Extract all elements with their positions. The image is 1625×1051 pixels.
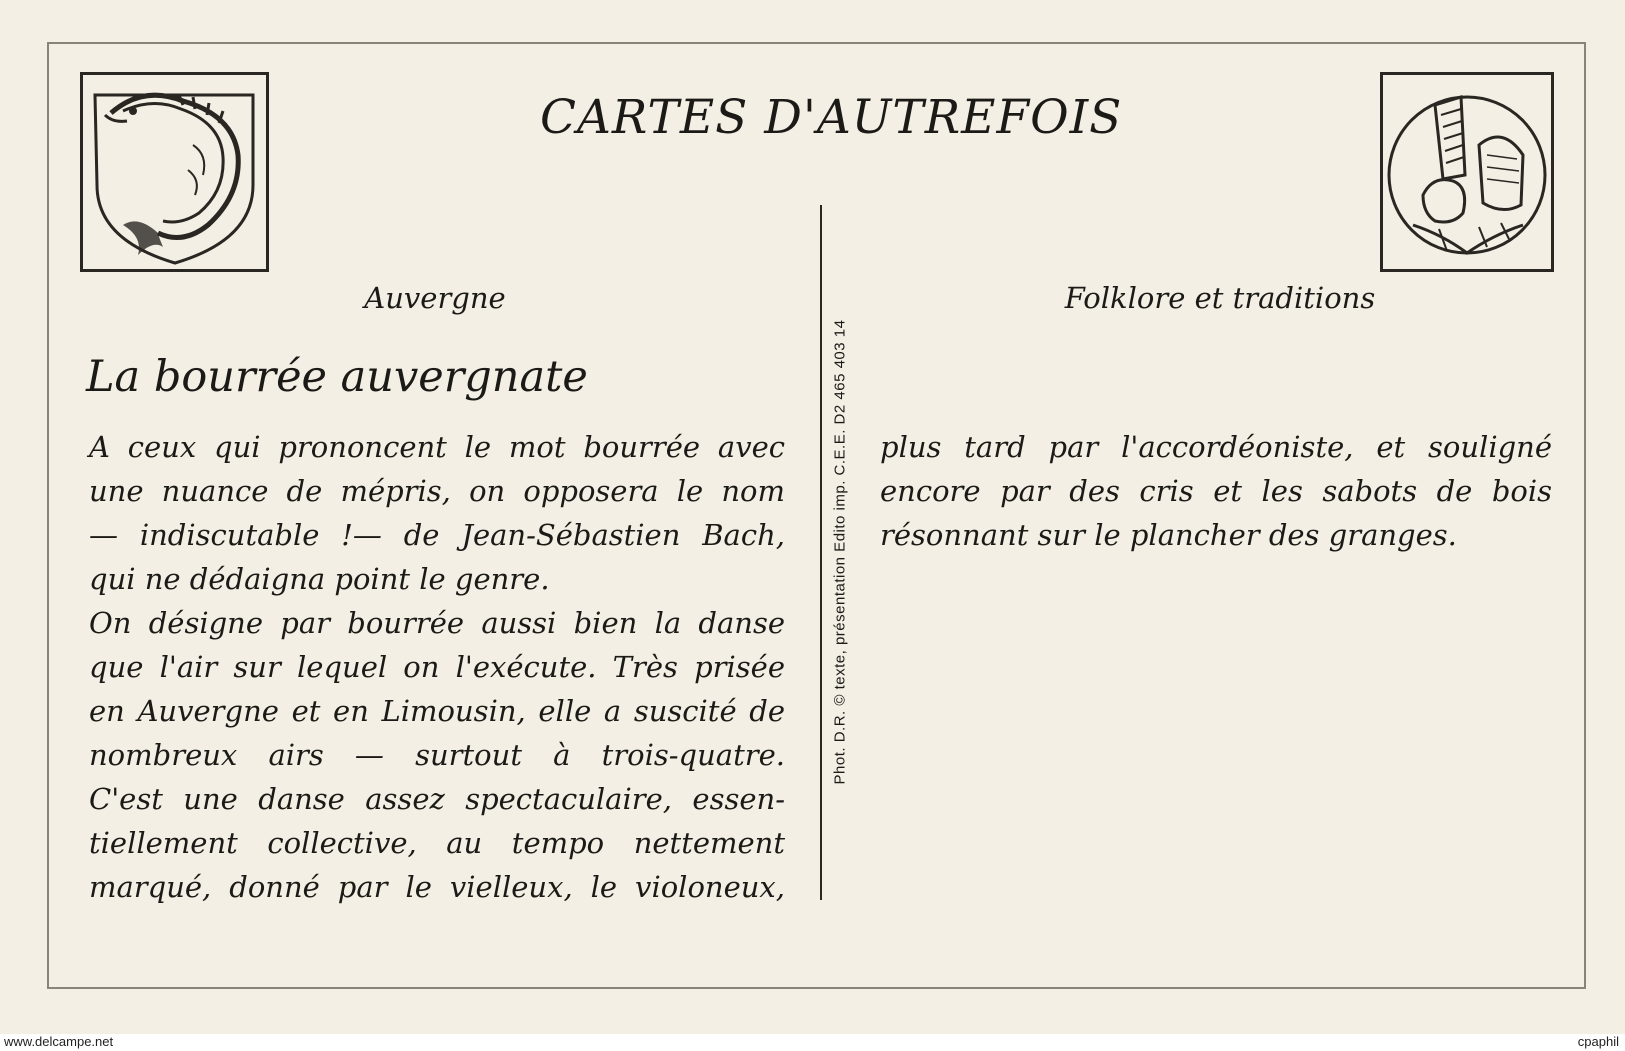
text-line: C'est une danse assez spectaculaire, essen- [89, 782, 785, 816]
card-title: CARTES D'AUTREFOIS [540, 90, 1123, 145]
text-line: une nuance de mépris, on opposera le nom [89, 474, 785, 508]
text-line: On désigne par bourrée aussi bien la danse [89, 606, 785, 640]
left-text-column [89, 425, 785, 909]
series-label: Folklore et traditions [1064, 281, 1376, 315]
text-line: nombreux airs — surtout à trois-quatre. [89, 738, 785, 772]
text-line: résonnant sur le plancher des granges. [880, 518, 1457, 552]
text-line: A ceux qui prononcent le mot bourrée avec [89, 430, 785, 464]
printer-credit: Phot. D.R. © texte, présentation Edito imp. C.E.E. D2 465 403 14 [831, 319, 849, 785]
text-line: encore par des cris et les sabots de bois [880, 474, 1552, 508]
text-line: — indiscutable !— de Jean-Sébastien Bach, [89, 518, 785, 552]
portrait-frame [1380, 72, 1554, 272]
headdress-portrait-icon [1383, 75, 1551, 269]
dolphin-crest-icon [83, 75, 266, 269]
column-divider [820, 205, 822, 900]
text-line: marqué, donné par le vielleux, le violoneux, [89, 870, 785, 904]
text-line: plus tard par l'accordéoniste, et souligné [880, 430, 1552, 464]
text-line: que l'air sur lequel on l'exécute. Très prisée [89, 650, 785, 684]
article-heading: La bourrée auvergnate [86, 352, 588, 402]
text-line: en Auvergne et en Limousin, elle a suscité de [89, 694, 785, 728]
watermark-bar [0, 1034, 1625, 1051]
text-line: tiellement collective, au tempo nettement [89, 826, 785, 860]
region-label: Auvergne [364, 281, 506, 315]
watermark-right: cpaphil [1577, 1034, 1619, 1049]
right-text-column [880, 425, 1552, 557]
crest-frame [80, 72, 269, 272]
text-line: qui ne dédaigna point le genre. [89, 562, 550, 596]
watermark-left: www.delcampe.net [4, 1034, 114, 1049]
